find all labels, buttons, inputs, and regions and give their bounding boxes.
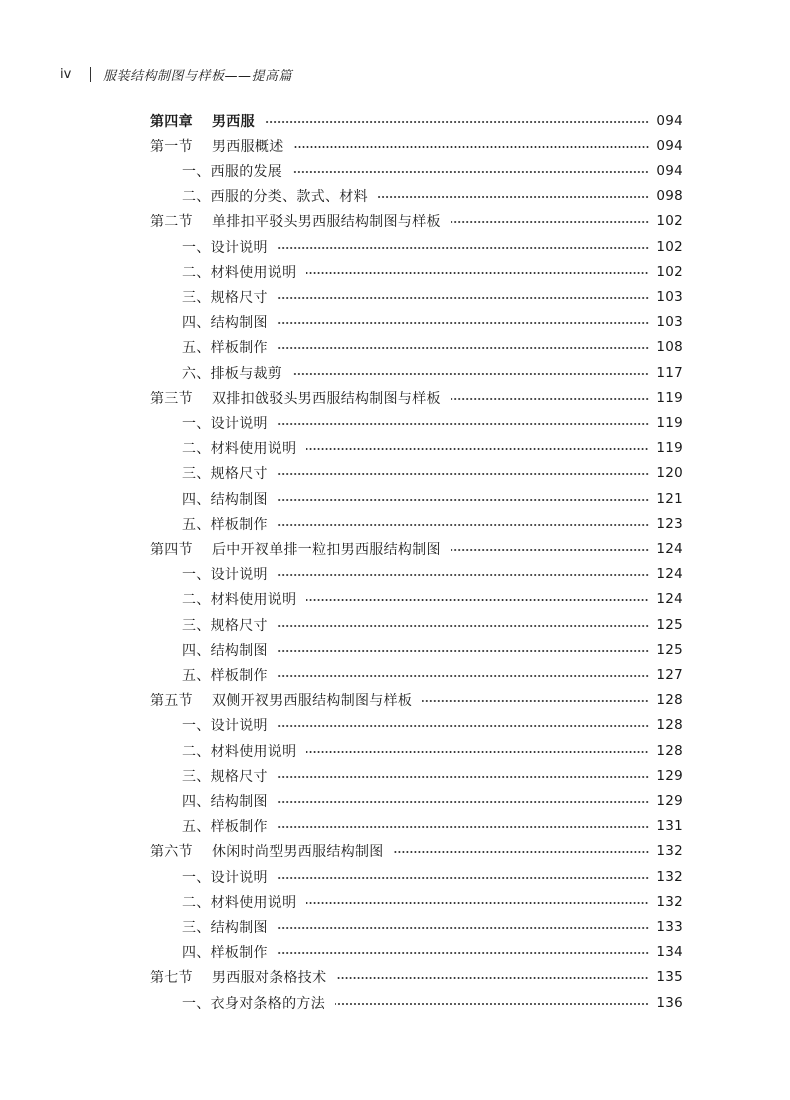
dot-leader [278, 297, 649, 299]
toc-entry-label [150, 388, 441, 408]
toc-page-number: 103 [656, 288, 683, 305]
dot-leader [336, 977, 649, 979]
toc-entry-title: 后中开衩单排一粒扣男西服结构制图 [212, 541, 441, 558]
dot-leader [451, 549, 649, 551]
toc-entry-title: 西服的发展 [210, 163, 283, 180]
book-title: 服装结构制图与样板——提高篇 [103, 68, 293, 84]
dot-leader [278, 927, 649, 929]
dot-leader [278, 952, 649, 954]
toc-entry-number: 一、 [182, 718, 211, 735]
toc-page-number: 132 [656, 893, 683, 910]
toc-entry-label [182, 337, 268, 357]
toc-chapter-entry[interactable] [150, 108, 683, 133]
toc-section-entry[interactable] [150, 209, 683, 234]
dot-leader [278, 423, 649, 425]
toc-entry-label [182, 564, 268, 584]
toc-entry-label [182, 237, 268, 257]
toc-page-number: 125 [656, 616, 683, 633]
toc-section-entry[interactable] [150, 839, 683, 864]
toc-page-number: 103 [656, 314, 683, 331]
toc-entry-label [182, 867, 268, 887]
toc-subsection-entry[interactable] [182, 461, 683, 486]
page-number: iv [60, 66, 72, 82]
toc-entry-title: 材料使用说明 [210, 743, 297, 760]
dot-leader [378, 196, 649, 198]
toc-page-number: 102 [656, 238, 683, 255]
toc-entry-number: 五、 [182, 667, 211, 684]
toc-entry-number: 二、 [182, 894, 211, 911]
toc-entry-title: 设计说明 [210, 239, 268, 256]
toc-entry-label [182, 942, 268, 962]
toc-page-number: 129 [656, 792, 683, 809]
toc-entry-label [150, 539, 441, 559]
toc-section-entry[interactable] [150, 385, 683, 410]
toc-entry-title: 样板制作 [210, 340, 268, 357]
toc-subsection-entry[interactable] [182, 940, 683, 965]
toc-entry-title: 材料使用说明 [210, 264, 297, 281]
toc-entry-title: 材料使用说明 [210, 894, 297, 911]
toc-entry-number: 第三节 [150, 390, 193, 407]
toc-entry-title: 双排扣戗驳头男西服结构制图与样板 [212, 390, 441, 407]
toc-subsection-entry[interactable] [182, 990, 683, 1015]
dot-leader [306, 448, 649, 450]
toc-subsection-entry[interactable] [182, 914, 683, 939]
dot-leader [278, 473, 649, 475]
toc-entry-number: 四、 [182, 315, 211, 332]
dot-leader [278, 877, 649, 879]
toc-subsection-entry[interactable] [182, 259, 683, 284]
toc-entry-title: 规格尺寸 [210, 768, 268, 785]
toc-page-number: 121 [656, 490, 683, 507]
toc-subsection-entry[interactable] [182, 814, 683, 839]
dot-leader [278, 625, 649, 627]
dot-leader [278, 776, 649, 778]
toc-entry-label [182, 312, 268, 332]
toc-page-number: 127 [656, 666, 683, 683]
toc-subsection-entry[interactable] [182, 234, 683, 259]
toc-section-entry[interactable] [150, 965, 683, 990]
toc-page-number: 120 [656, 465, 683, 482]
toc-entry-number: 一、 [182, 239, 211, 256]
toc-page-number: 134 [656, 944, 683, 961]
toc-entry-label [150, 136, 284, 156]
toc-entry-number: 三、 [182, 768, 211, 785]
toc-entry-label [182, 186, 368, 206]
toc-entry-number: 五、 [182, 340, 211, 357]
toc-entry-label [182, 363, 282, 383]
dot-leader [278, 574, 649, 576]
toc-entry-title: 结构制图 [210, 793, 268, 810]
toc-entry-title: 材料使用说明 [210, 441, 297, 458]
dot-leader [278, 347, 649, 349]
toc-entry-title: 样板制作 [210, 945, 268, 962]
toc-page-number: 094 [656, 112, 683, 129]
toc-subsection-entry[interactable] [182, 763, 683, 788]
dot-leader [278, 675, 649, 677]
toc-subsection-entry[interactable] [182, 360, 683, 385]
dot-leader [292, 373, 649, 375]
toc-entry-label [150, 111, 255, 131]
toc-entry-title: 样板制作 [210, 516, 268, 533]
toc-entry-label [182, 161, 282, 181]
toc-page-number: 108 [656, 339, 683, 356]
dot-leader [451, 398, 649, 400]
toc-entry-title: 男西服对条格技术 [212, 970, 327, 987]
toc-entry-label [182, 615, 268, 635]
toc-entry-title: 衣身对条格的方法 [210, 995, 326, 1012]
toc-entry-title: 单排扣平驳头男西服结构制图与样板 [212, 214, 441, 231]
toc-entry-number: 二、 [182, 441, 211, 458]
dot-leader [278, 322, 649, 324]
toc-entry-number: 第五节 [150, 693, 193, 710]
toc-entry-label [182, 665, 268, 685]
toc-entry-title: 样板制作 [210, 819, 268, 836]
toc-entry-number: 三、 [182, 617, 211, 634]
toc-subsection-entry[interactable] [182, 637, 683, 662]
toc-entry-number: 四、 [182, 793, 211, 810]
toc-entry-label [182, 489, 268, 509]
toc-subsection-entry[interactable] [182, 889, 683, 914]
toc-entry-label [150, 841, 384, 861]
toc-entry-label [182, 413, 268, 433]
toc-entry-label [182, 766, 268, 786]
toc-page-number: 124 [656, 540, 683, 557]
toc-entry-number: 一、 [182, 995, 211, 1012]
toc-entry-number: 四、 [182, 642, 211, 659]
toc-entry-label [182, 816, 268, 836]
toc-page-number: 117 [656, 364, 683, 381]
toc-page-number: 094 [656, 137, 683, 154]
toc-entry-title: 男西服概述 [212, 138, 284, 155]
dot-leader [278, 801, 649, 803]
toc-page-number: 119 [656, 414, 683, 431]
toc-page-number: 119 [656, 440, 683, 457]
toc-entry-number: 一、 [182, 567, 211, 584]
dot-leader [422, 700, 649, 702]
header-divider [90, 67, 91, 82]
toc-page-number: 124 [656, 566, 683, 583]
toc-entry-label [182, 892, 296, 912]
toc-entry-label [182, 791, 268, 811]
toc-entry-title: 结构制图 [210, 642, 268, 659]
toc-page-number: 128 [656, 742, 683, 759]
toc-entry-title: 设计说明 [210, 567, 268, 584]
toc-page-number: 136 [656, 994, 683, 1011]
toc-entry-label [150, 690, 412, 710]
toc-subsection-entry[interactable] [182, 158, 683, 183]
toc-entry-label [182, 463, 268, 483]
toc-entry-number: 四、 [182, 945, 211, 962]
toc-entry-label [182, 993, 325, 1013]
toc-entry-label [182, 287, 268, 307]
toc-entry-title: 排板与裁剪 [210, 365, 283, 382]
toc-page-number: 133 [656, 918, 683, 935]
toc-entry-label [150, 211, 441, 231]
toc-entry-title: 规格尺寸 [210, 466, 268, 483]
dot-leader [394, 851, 649, 853]
toc-page-number: 102 [656, 213, 683, 230]
toc-subsection-entry[interactable] [182, 587, 683, 612]
toc-page-number: 094 [656, 162, 683, 179]
dot-leader [335, 1003, 649, 1005]
dot-leader [278, 524, 649, 526]
toc-entry-label [182, 262, 296, 282]
toc-subsection-entry[interactable] [182, 864, 683, 889]
toc-page-number: 119 [656, 389, 683, 406]
toc-entry-title: 设计说明 [210, 415, 268, 432]
toc-entry-number: 二、 [182, 189, 211, 206]
toc-subsection-entry[interactable] [182, 486, 683, 511]
toc-entry-label [182, 589, 296, 609]
toc-entry-title: 结构制图 [210, 491, 268, 508]
toc-page-number: 124 [656, 591, 683, 608]
toc-page-number: 132 [656, 868, 683, 885]
toc-entry-number: 三、 [182, 466, 211, 483]
toc-entry-title: 西服的分类、款式、材料 [210, 189, 368, 206]
toc-entry-title: 结构制图 [210, 919, 268, 936]
toc-subsection-entry[interactable] [182, 436, 683, 461]
toc-entry-title: 男西服 [212, 113, 255, 130]
dot-leader [292, 171, 649, 173]
toc-entry-title: 规格尺寸 [210, 617, 268, 634]
toc-entry-label [150, 967, 326, 987]
toc-page-number: 132 [656, 843, 683, 860]
dot-leader [294, 146, 650, 148]
toc-entry-number: 三、 [182, 289, 211, 306]
toc-page-number: 131 [656, 818, 683, 835]
toc-page-number: 098 [656, 188, 683, 205]
toc-subsection-entry[interactable] [182, 738, 683, 763]
toc-section-entry[interactable] [150, 536, 683, 561]
dot-leader [278, 650, 649, 652]
toc-entry-title: 规格尺寸 [210, 289, 268, 306]
dot-leader [451, 221, 649, 223]
dot-leader [278, 826, 649, 828]
running-header [60, 64, 292, 84]
toc-subsection-entry[interactable] [182, 562, 683, 587]
toc-subsection-entry[interactable] [182, 184, 683, 209]
toc-entry-number: 第四章 [150, 113, 193, 130]
toc-entry-number: 二、 [182, 743, 211, 760]
toc-entry-number: 五、 [182, 516, 211, 533]
toc-entry-label [182, 741, 296, 761]
toc-entry-number: 第一节 [150, 138, 193, 155]
toc-entry-number: 三、 [182, 919, 211, 936]
toc-entry-label [182, 715, 268, 735]
dot-leader [265, 121, 649, 123]
toc-entry-title: 设计说明 [210, 869, 268, 886]
toc-entry-title: 材料使用说明 [210, 592, 297, 609]
toc-entry-number: 第六节 [150, 844, 193, 861]
toc-subsection-entry[interactable] [182, 511, 683, 536]
toc-entry-number: 二、 [182, 264, 211, 281]
toc-entry-number: 第二节 [150, 214, 193, 231]
toc-entry-number: 第四节 [150, 541, 193, 558]
dot-leader [278, 247, 649, 249]
toc-entry-label [182, 514, 268, 534]
toc-subsection-entry[interactable] [182, 713, 683, 738]
toc-section-entry[interactable] [150, 688, 683, 713]
dot-leader [306, 272, 649, 274]
toc-subsection-entry[interactable] [182, 335, 683, 360]
toc-entry-number: 六、 [182, 365, 211, 382]
toc-subsection-entry[interactable] [182, 310, 683, 335]
toc-subsection-entry[interactable] [182, 788, 683, 813]
toc-subsection-entry[interactable] [182, 410, 683, 435]
dot-leader [278, 499, 649, 501]
toc-entry-number: 一、 [182, 869, 211, 886]
toc-section-entry[interactable] [150, 133, 683, 158]
toc-entry-number: 第七节 [150, 970, 193, 987]
toc-entry-title: 设计说明 [210, 718, 268, 735]
toc-entry-number: 一、 [182, 415, 211, 432]
toc-entry-number: 五、 [182, 819, 211, 836]
toc-entry-number: 二、 [182, 592, 211, 609]
toc-page-number: 128 [656, 692, 683, 709]
toc-page-number: 123 [656, 515, 683, 532]
toc-page-number: 125 [656, 641, 683, 658]
toc-subsection-entry[interactable] [182, 662, 683, 687]
toc-page-number: 129 [656, 767, 683, 784]
toc-entry-label [182, 438, 296, 458]
dot-leader [306, 599, 649, 601]
toc-page-number: 102 [656, 263, 683, 280]
toc-page-number: 135 [656, 969, 683, 986]
dot-leader [306, 902, 649, 904]
toc-entry-title: 双侧开衩男西服结构制图与样板 [212, 693, 413, 710]
toc-entry-title: 休闲时尚型男西服结构制图 [212, 844, 384, 861]
dot-leader [278, 725, 649, 727]
toc-entry-number: 一、 [182, 163, 211, 180]
toc-page-number: 128 [656, 717, 683, 734]
toc-entry-title: 样板制作 [210, 667, 268, 684]
toc-entry-label [182, 917, 268, 937]
toc-subsection-entry[interactable] [182, 284, 683, 309]
dot-leader [306, 751, 649, 753]
toc-subsection-entry[interactable] [182, 612, 683, 637]
toc-entry-title: 结构制图 [210, 315, 268, 332]
toc-entry-number: 四、 [182, 491, 211, 508]
toc-entry-label [182, 640, 268, 660]
